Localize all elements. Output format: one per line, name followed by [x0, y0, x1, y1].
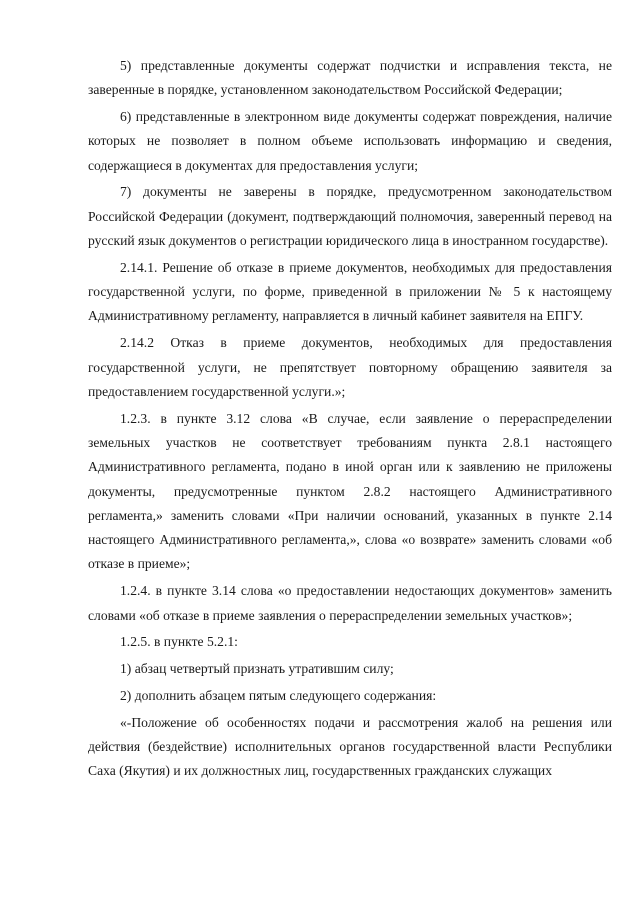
paragraph-item-7: 7) документы не заверены в порядке, предусмотренном законодательством Российской Федерации (документ, подтверждающий полномочия, заверенный перевод на русский язык документов о регистрации юридического лица в иностранном государстве). — [88, 184, 612, 249]
paragraph-1-2-3: 1.2.3. в пункте 3.12 слова «В случае, если заявление о перераспределении земельных участков не соответствует требованиям пункта 2.8.1 настоящего Административного регламента, подано в иной орган или к заявлению не приложены документы, предусмотренные пунктом 2.8.2 настоящего Административного регламента,» заменить словами «При наличии оснований, указанных в пункте 2.14 настоящего Административного регламента,», слова «о возврате» заменить словами «об отказе в приеме»; — [88, 410, 612, 572]
paragraph-quote: «-Положение об особенностях подачи и рассмотрения жалоб на решения или действия (бездействие) исполнительных органов государственной власти Республики Саха (Якутия) и их должностных лиц, государственных гражданских служащих — [88, 714, 612, 779]
document-body — [88, 54, 612, 786]
paragraph-1-2-5: 1.2.5. в пункте 5.2.1: — [120, 634, 238, 650]
paragraph-1-2-4: 1.2.4. в пункте 3.14 слова «о предоставлении недостающих документов» заменить словами «об отказе в приеме заявления о перераспределении земельных участков»; — [88, 583, 612, 623]
paragraph-sub-2: 2) дополнить абзацем пятым следующего содержания: — [120, 687, 437, 703]
paragraph-2-14-1: 2.14.1. Решение об отказе в приеме документов, необходимых для предоставления государственной услуги, по форме, приведенной в приложении № 5 к настоящему Административному регламенту, направляется в личный кабинет заявителя на ЕПГУ. — [88, 259, 612, 324]
paragraph-2-14-2: 2.14.2 Отказ в приеме документов, необходимых для предоставления государственной услуги, не препятствует повторному обращению заявителя за предоставлением государственной услуги.»; — [88, 335, 612, 399]
paragraph-sub-1: 1) абзац четвертый признать утратившим силу; — [120, 661, 394, 677]
paragraph-item-6: 6) представленные в электронном виде документы содержат повреждения, наличие которых не позволяет в полном объеме использовать информацию и сведения, содержащиеся в документах для предоставления услуги; — [88, 109, 612, 173]
paragraph-item-5: 5) представленные документы содержат подчистки и исправления текста, не заверенные в порядке, установленном законодательством Российской Федерации; — [88, 58, 612, 98]
